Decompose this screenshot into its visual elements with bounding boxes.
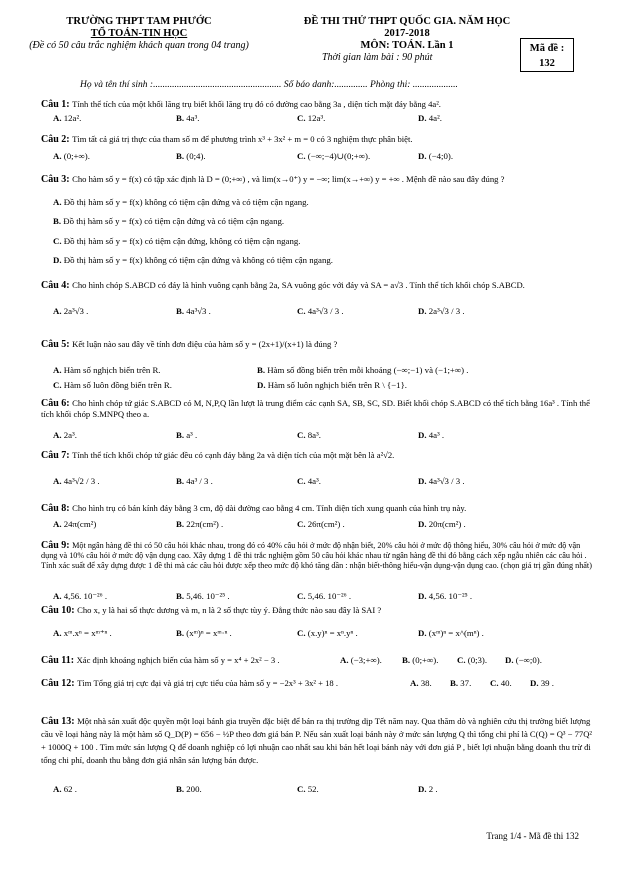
option-a: A. 2a³√3 . (53, 306, 89, 316)
exam-title: ĐỀ THI THỬ THPT QUỐC GIA. NĂM HỌC 2017-2018 (303, 16, 511, 39)
exam-code-value: 132 (539, 58, 555, 69)
option-letter: B. (402, 655, 411, 665)
option-letter: C. (457, 655, 466, 665)
option-a: A. (0;+∞). (53, 151, 90, 161)
option-b: B. (xᵐ)ⁿ = xᵐ·ⁿ . (176, 628, 232, 638)
option-letter: A. (53, 151, 62, 161)
option-letter: C. (297, 784, 306, 794)
option-d: D. (xᵐ)ⁿ = x^(mⁿ) . (418, 628, 484, 638)
option-letter: A. (53, 784, 62, 794)
option-letter: A. (53, 430, 62, 440)
question-text: Tính thể tích khối chóp tứ giác đều có cạnh đáy bằng 2a và diện tích của một mặt bên là a²√2. (72, 450, 395, 460)
question-number: Câu 3: (41, 174, 73, 185)
option-letter: C. (53, 380, 62, 390)
question-2 (41, 134, 597, 145)
option-letter: D. (505, 655, 514, 665)
option-letter: D. (530, 678, 539, 688)
question-11 (41, 655, 341, 666)
option-d: D. 4,56. 10⁻²⁵ . (418, 591, 473, 601)
option-b: B. Đồ thị hàm số y = f(x) có tiệm cận đứng và có tiệm cận ngang. (53, 216, 285, 226)
option-letter: D. (53, 255, 62, 265)
option-letter: D. (257, 380, 266, 390)
option-letter: C. (297, 591, 306, 601)
option-d: D. 4a². (418, 113, 442, 123)
question-number: Câu 8: (41, 503, 73, 514)
department-name: TỔ TOÁN-TIN HỌC (90, 28, 188, 39)
school-header (24, 16, 254, 52)
option-letter: A. (410, 678, 419, 688)
option-b: B. a³ . (176, 430, 198, 440)
page-footer: Trang 1/4 - Mã đề thi 132 (486, 831, 579, 841)
question-number: Câu 1: (41, 99, 73, 110)
question-7 (41, 450, 597, 461)
option-c: C. 8a³. (297, 430, 321, 440)
option-letter: D. (418, 591, 427, 601)
question-13 (41, 715, 597, 767)
question-text: Cho hình chóp tứ giác S.ABCD có M, N,P,Q lần lượt là trung điểm các cạnh SA, SB, SC, SD. Biết khối chóp S.ABCD có thể tích bằng 16a³ . Tính thể tích khối chóp S.MNPQ theo a. (41, 398, 590, 419)
question-12 (41, 678, 401, 689)
option-b: B. 4a³ / 3 . (176, 476, 213, 486)
option-letter: D. (418, 628, 427, 638)
option-c: C. 4a³√3 / 3 . (297, 306, 344, 316)
question-text: Xác định khoảng nghịch biến của hàm số y = x⁴ + 2x² − 3 . (76, 655, 280, 665)
option-c: C. Đồ thị hàm số y = f(x) có tiệm cận đứng, không có tiệm cận ngang. (53, 236, 301, 246)
school-name: TRƯỜNG THPT TAM PHƯỚC (66, 16, 212, 27)
option-d: D. 2a³√3 / 3 . (418, 306, 465, 316)
option-letter: D. (418, 519, 427, 529)
option-a: A. 12a². (53, 113, 82, 123)
option-b: B. 4a³. (176, 113, 200, 123)
question-9 (41, 541, 597, 571)
option-letter: D. (418, 306, 427, 316)
option-letter: B. (257, 365, 266, 375)
question-number: Câu 6: (41, 398, 73, 409)
question-text: Một ngân hàng đề thi có 50 câu hỏi khác nhau, trong đó có 40% câu hỏi ở mức độ nhận biết, 20% câu hỏi ở mức độ thông hiểu, 30% câu hỏi ở mức độ vận dụng và 10% câu hỏi ở mức độ vận dụng cao. Xây dựng 1 đề thi trắc nghiệm gồm 50 câu hỏi khác nhau từ ngân hàng đề thi đó bằng cách xếp ngẫu nhiên các câu hỏi . Tính xác suất để xây dựng được 1 đề thi mà các câu hỏi được xếp theo mức độ khó tăng dần : nhận biết-thông hiểu-vận dụng-vận dụng cao. (chọn giá trị gần đúng nhất) (41, 541, 592, 570)
question-text: Kết luận nào sau đây về tính đơn điệu của hàm số y = (2x+1)/(x+1) là đúng ? (72, 339, 338, 349)
question-text: Một nhà sản xuất độc quyền một loại bánh gia truyền đặc biệt để bán ra thị trường dịp Tết năm nay. Qua thăm dò và nghiên cứu thị trường biết lượng cầu về loại hàng này là một hàm số Q_D(P) = 656 − ½P theo đơn giá bán P. Nếu sản xuất loại bánh này ở mức sản lượng Q thì tổng chi phí là C(Q) = Q³ − 77Q² + 1000Q + 100 . Tìm mức sản lượng Q để doanh nghiệp có lợi nhuận cao nhất sau khi bán hết loại bánh này với đơn giá P , biết lợi nhuận bằng doanh thu trừ đi tổng chi phí, doanh thu bằng đơn giá nhân sản lượng bán được. (41, 716, 593, 765)
option-b: B. 37. (450, 678, 472, 688)
question-number: Câu 11: (41, 655, 77, 666)
option-b: B. 4a³√3 . (176, 306, 211, 316)
question-number: Câu 13: (41, 716, 78, 727)
option-letter: A. (53, 519, 62, 529)
option-a: A. Hàm số nghịch biến trên R. (53, 365, 161, 375)
option-b: B. 22π(cm²) . (176, 519, 224, 529)
option-c: C. 12a³. (297, 113, 326, 123)
option-letter: B. (176, 151, 185, 161)
option-c: C. 40. (490, 678, 512, 688)
option-letter: A. (340, 655, 349, 665)
exam-code-label: Mã đề : (529, 43, 565, 54)
option-letter: B. (176, 476, 185, 486)
option-letter: B. (176, 113, 185, 123)
option-d: D. (−4;0). (418, 151, 454, 161)
question-text: Tìm Tổng giá trị cực đại và giá trị cực tiểu của hàm số y = −2x³ + 3x² + 18 . (77, 678, 339, 688)
option-d: D. Đồ thị hàm số y = f(x) không có tiệm cận đứng và không có tiệm cận ngang. (53, 255, 333, 265)
option-letter: D. (418, 151, 427, 161)
question-number: Câu 5: (41, 339, 73, 350)
option-letter: C. (297, 476, 306, 486)
option-letter: B. (450, 678, 459, 688)
option-d: D. 20π(cm²) . (418, 519, 466, 529)
option-letter: C. (297, 113, 306, 123)
option-letter: C. (53, 236, 62, 246)
exam-subject: MÔN: TOÁN. Lần 1 (360, 40, 454, 51)
question-number: Câu 4: (41, 280, 73, 291)
question-text: Tìm tất cả giá trị thực của tham số m để phương trình x³ + 3x² + m = 0 có 3 nghiệm thực phân biệt. (72, 134, 413, 144)
option-letter: B. (176, 306, 185, 316)
option-letter: D. (418, 430, 427, 440)
question-4 (41, 280, 597, 291)
option-b: B. (0;4). (176, 151, 206, 161)
option-d: D. 4a³ . (418, 430, 445, 440)
option-c: C. Hàm số luôn đồng biến trên R. (53, 380, 173, 390)
option-b: B. 200. (176, 784, 202, 794)
option-c: C. 26π(cm²) . (297, 519, 345, 529)
question-6 (41, 398, 597, 420)
exam-code-box (520, 38, 574, 72)
question-5 (41, 339, 597, 350)
exam-time: Thời gian làm bài : 90 phút (322, 52, 433, 63)
option-a: A. Đồ thị hàm số y = f(x) không có tiệm cận đứng và có tiệm cận ngang. (53, 197, 309, 207)
option-letter: C. (297, 430, 306, 440)
exam-note: (Đề có 50 câu trắc nghiệm khách quan trong 04 trang) (29, 40, 249, 51)
option-b: B. 5,46. 10⁻²⁵ . (176, 591, 230, 601)
option-a: A. 62 . (53, 784, 77, 794)
option-letter: B. (53, 216, 62, 226)
question-number: Câu 12: (41, 678, 78, 689)
option-letter: A. (53, 197, 62, 207)
option-c: C. 4a³. (297, 476, 321, 486)
option-a: A. 4,56. 10⁻²⁶ . (53, 591, 108, 601)
option-d: D. 39 . (530, 678, 554, 688)
option-letter: A. (53, 365, 62, 375)
question-3 (41, 174, 597, 185)
question-text: Cho hàm số y = f(x) có tập xác định là D = (0;+∞) , và lim(x→0⁺) y = −∞; lim(x→+∞) y = +∞ . Mệnh đề nào sau đây đúng ? (72, 174, 505, 184)
option-a: A. 2a³. (53, 430, 77, 440)
option-a: A. (−3;+∞). (340, 655, 382, 665)
option-letter: B. (176, 784, 185, 794)
question-number: Câu 10: (41, 605, 78, 616)
option-letter: A. (53, 476, 62, 486)
option-letter: D. (418, 113, 427, 123)
option-c: C. (0;3). (457, 655, 488, 665)
option-a: A. 4a³√2 / 3 . (53, 476, 100, 486)
option-c: C. (x.y)ⁿ = xⁿ.yⁿ . (297, 628, 358, 638)
option-c: C. (−∞;−4)∪(0;+∞). (297, 151, 371, 161)
option-letter: A. (53, 113, 62, 123)
option-letter: D. (418, 784, 427, 794)
option-c: C. 5,46. 10⁻²⁶ . (297, 591, 352, 601)
option-letter: A. (53, 306, 62, 316)
option-letter: C. (297, 519, 306, 529)
option-letter: B. (176, 430, 185, 440)
question-text: Cho hình trụ có bán kính đáy bằng 3 cm, độ dài đường cao bằng 4 cm. Tính diện tích xung quanh của hình trụ này. (72, 503, 467, 513)
question-text: Cho x, y là hai số thực dương và m, n là 2 số thực tùy ý. Đẳng thức nào sau đây là SAI ? (77, 605, 382, 615)
option-b: B. (0;+∞). (402, 655, 439, 665)
student-info-line: Họ và tên thí sinh :...................................................... Số báo danh:.............. Phòng thi: ................... (80, 80, 458, 90)
option-a: A. 38. (410, 678, 432, 688)
option-letter: A. (53, 628, 62, 638)
exam-header (292, 16, 522, 64)
option-letter: A. (53, 591, 62, 601)
option-letter: C. (490, 678, 499, 688)
question-8 (41, 503, 597, 514)
question-text: Tính thể tích của một khối lăng trụ biết khối lăng trụ đó có đường cao bằng 3a , diện tích mặt đáy bằng 4a². (72, 99, 441, 109)
option-letter: B. (176, 519, 185, 529)
option-letter: B. (176, 591, 185, 601)
option-d: D. 2 . (418, 784, 438, 794)
question-1 (41, 99, 597, 110)
option-d: D. Hàm số luôn nghịch biến trên R \ {−1}. (257, 380, 407, 390)
option-letter: C. (297, 628, 306, 638)
option-a: A. 24π(cm²) (53, 519, 97, 529)
option-letter: C. (297, 151, 306, 161)
question-number: Câu 9: (41, 540, 73, 551)
question-text: Cho hình chóp S.ABCD có đáy là hình vuông cạnh bằng 2a, SA vuông góc với đáy và SA = a√3 . Tính thể tích khối chóp S.ABCD. (72, 280, 525, 290)
option-c: C. 52. (297, 784, 319, 794)
question-number: Câu 2: (41, 134, 73, 145)
option-letter: D. (418, 476, 427, 486)
option-letter: C. (297, 306, 306, 316)
option-b: B. Hàm số đồng biến trên mỗi khoảng (−∞;−1) và (−1;+∞) . (257, 365, 469, 375)
question-10 (41, 605, 597, 616)
option-letter: B. (176, 628, 185, 638)
question-number: Câu 7: (41, 450, 73, 461)
option-d: D. 4a³√3 / 3 . (418, 476, 465, 486)
option-a: A. xᵐ.xⁿ = xᵐ⁺ⁿ . (53, 628, 112, 638)
option-d: D. (−∞;0). (505, 655, 542, 665)
